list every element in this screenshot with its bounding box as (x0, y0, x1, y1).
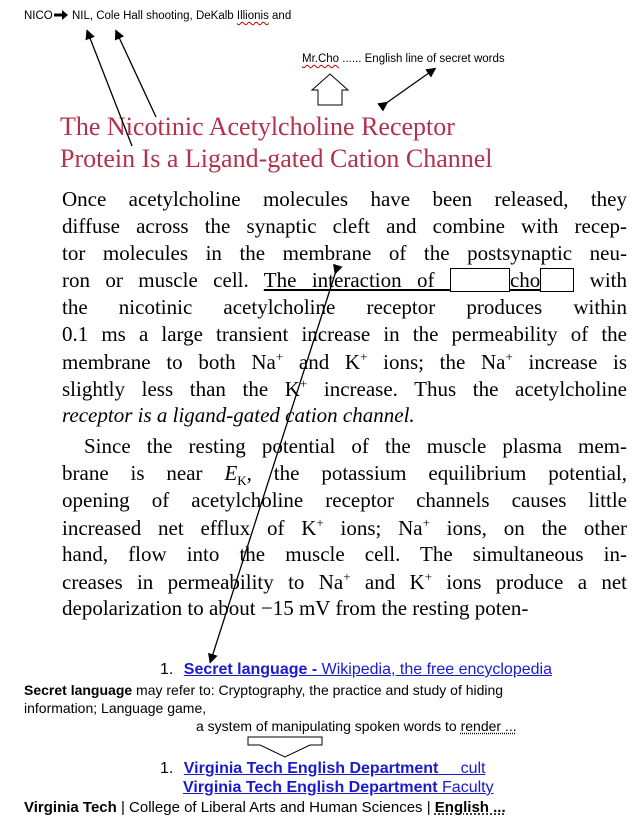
superscript-plus: + (505, 349, 513, 364)
text: Virginia Tech (24, 799, 117, 816)
body-line-4-end: with (574, 268, 628, 292)
result-1-snippet-bold: Secret language (24, 682, 133, 698)
body-line-2: diffuse across the synaptic cleft and combine with recep- (62, 214, 627, 238)
text: Virginia Tech English Department (183, 760, 439, 777)
body-line-12: opening of acetylcholine receptor channels causes little (62, 488, 627, 512)
text: English ... (434, 799, 506, 816)
text: membrane to both Na (62, 350, 276, 374)
text: a system of manipulating spoken words to (196, 718, 461, 734)
arrow-cole-hall (117, 33, 156, 117)
body-line-9: receptor is a ligand-gated cation channel. (62, 403, 415, 427)
superscript-plus: + (299, 376, 308, 391)
result-1-number: 1. (160, 661, 174, 678)
k-subscript: K (237, 473, 247, 489)
text: ions; the Na (367, 350, 506, 374)
double-arrow (385, 70, 433, 104)
annotation-english-line: ...... English line of secret words (339, 53, 505, 65)
book-title-line-1: The Nicotinic Acetylcholine Receptor (60, 112, 455, 141)
arrow-to-secret-language (211, 271, 336, 660)
superscript-plus: + (316, 515, 324, 530)
text: | College of Liberal Arts and Human Sciences | (116, 799, 435, 816)
text: ions, on the other (429, 516, 628, 540)
e-symbol: E (224, 461, 238, 485)
body-line-5: the nicotinic acetylcholine receptor produces within (62, 295, 627, 319)
text: Virginia Tech English Department (183, 779, 438, 796)
annotation-nico: NICO (24, 10, 53, 22)
hollow-down-arrow-icon (248, 737, 322, 757)
book-title-line-2: Protein Is a Ligand-gated Cation Channel (60, 144, 493, 173)
body-line-1: Once acetylcholine molecules have been released, they (62, 187, 627, 211)
annotation-and: and (268, 10, 292, 22)
superscript-plus: + (360, 349, 368, 364)
result-1-snippet-line-2: information; Language game, (24, 700, 207, 716)
superscript-plus: + (275, 349, 284, 364)
body-line-4-cho: cho (509, 268, 541, 292)
body-line-4-start: ron or muscle cell. (62, 268, 264, 292)
text: , the potassium equilibrium potential, (246, 461, 627, 485)
text: ions; Na (323, 516, 423, 540)
text: increase. Thus the acetylcholine (307, 377, 627, 401)
text: slightly less than the K (62, 377, 300, 401)
text: and K (283, 350, 361, 374)
result-2-number: 1. (160, 760, 174, 777)
superscript-plus: + (343, 569, 351, 584)
text: may refer to: Cryptography, the practice and study of hiding (132, 682, 504, 698)
text: increase is (512, 350, 627, 374)
annotation-place: Illionis (236, 10, 269, 22)
text: brane is near (62, 461, 225, 485)
result-1-link-rest: Wikipedia, the free encyclopedia (321, 661, 552, 678)
text: ions produce a net (432, 570, 627, 594)
annotation-mr-cho: Mr.Cho (302, 53, 340, 65)
text: increased net efflux of K (62, 516, 317, 540)
body-line-3: tor molecules in the membrane of the postsynaptic neu- (62, 241, 627, 265)
annotation-topics: NIL, Cole Hall shooting, DeKalb (68, 10, 237, 22)
superscript-plus: + (424, 569, 433, 584)
text: Faculty (437, 779, 494, 796)
body-line-6: 0.1 ms a large transient increase in the permeability of the (62, 322, 627, 346)
text: creases in permeability to Na (62, 570, 344, 594)
body-line-14: hand, flow into the muscle cell. The simultaneous in- (62, 542, 627, 566)
body-line-16: depolarization to about −15 mV from the resting poten- (62, 596, 529, 620)
text: cult (438, 760, 486, 777)
text: and K (350, 570, 425, 594)
body-line-4-underlined: The interaction of (263, 268, 450, 292)
body-line-10: Since the resting potential of the muscle plasma mem- (84, 434, 627, 458)
result-1-link-bold: Secret language - (183, 661, 322, 678)
hollow-up-arrow-icon (312, 74, 348, 105)
text: render ... (460, 718, 517, 734)
superscript-plus: + (422, 515, 430, 530)
